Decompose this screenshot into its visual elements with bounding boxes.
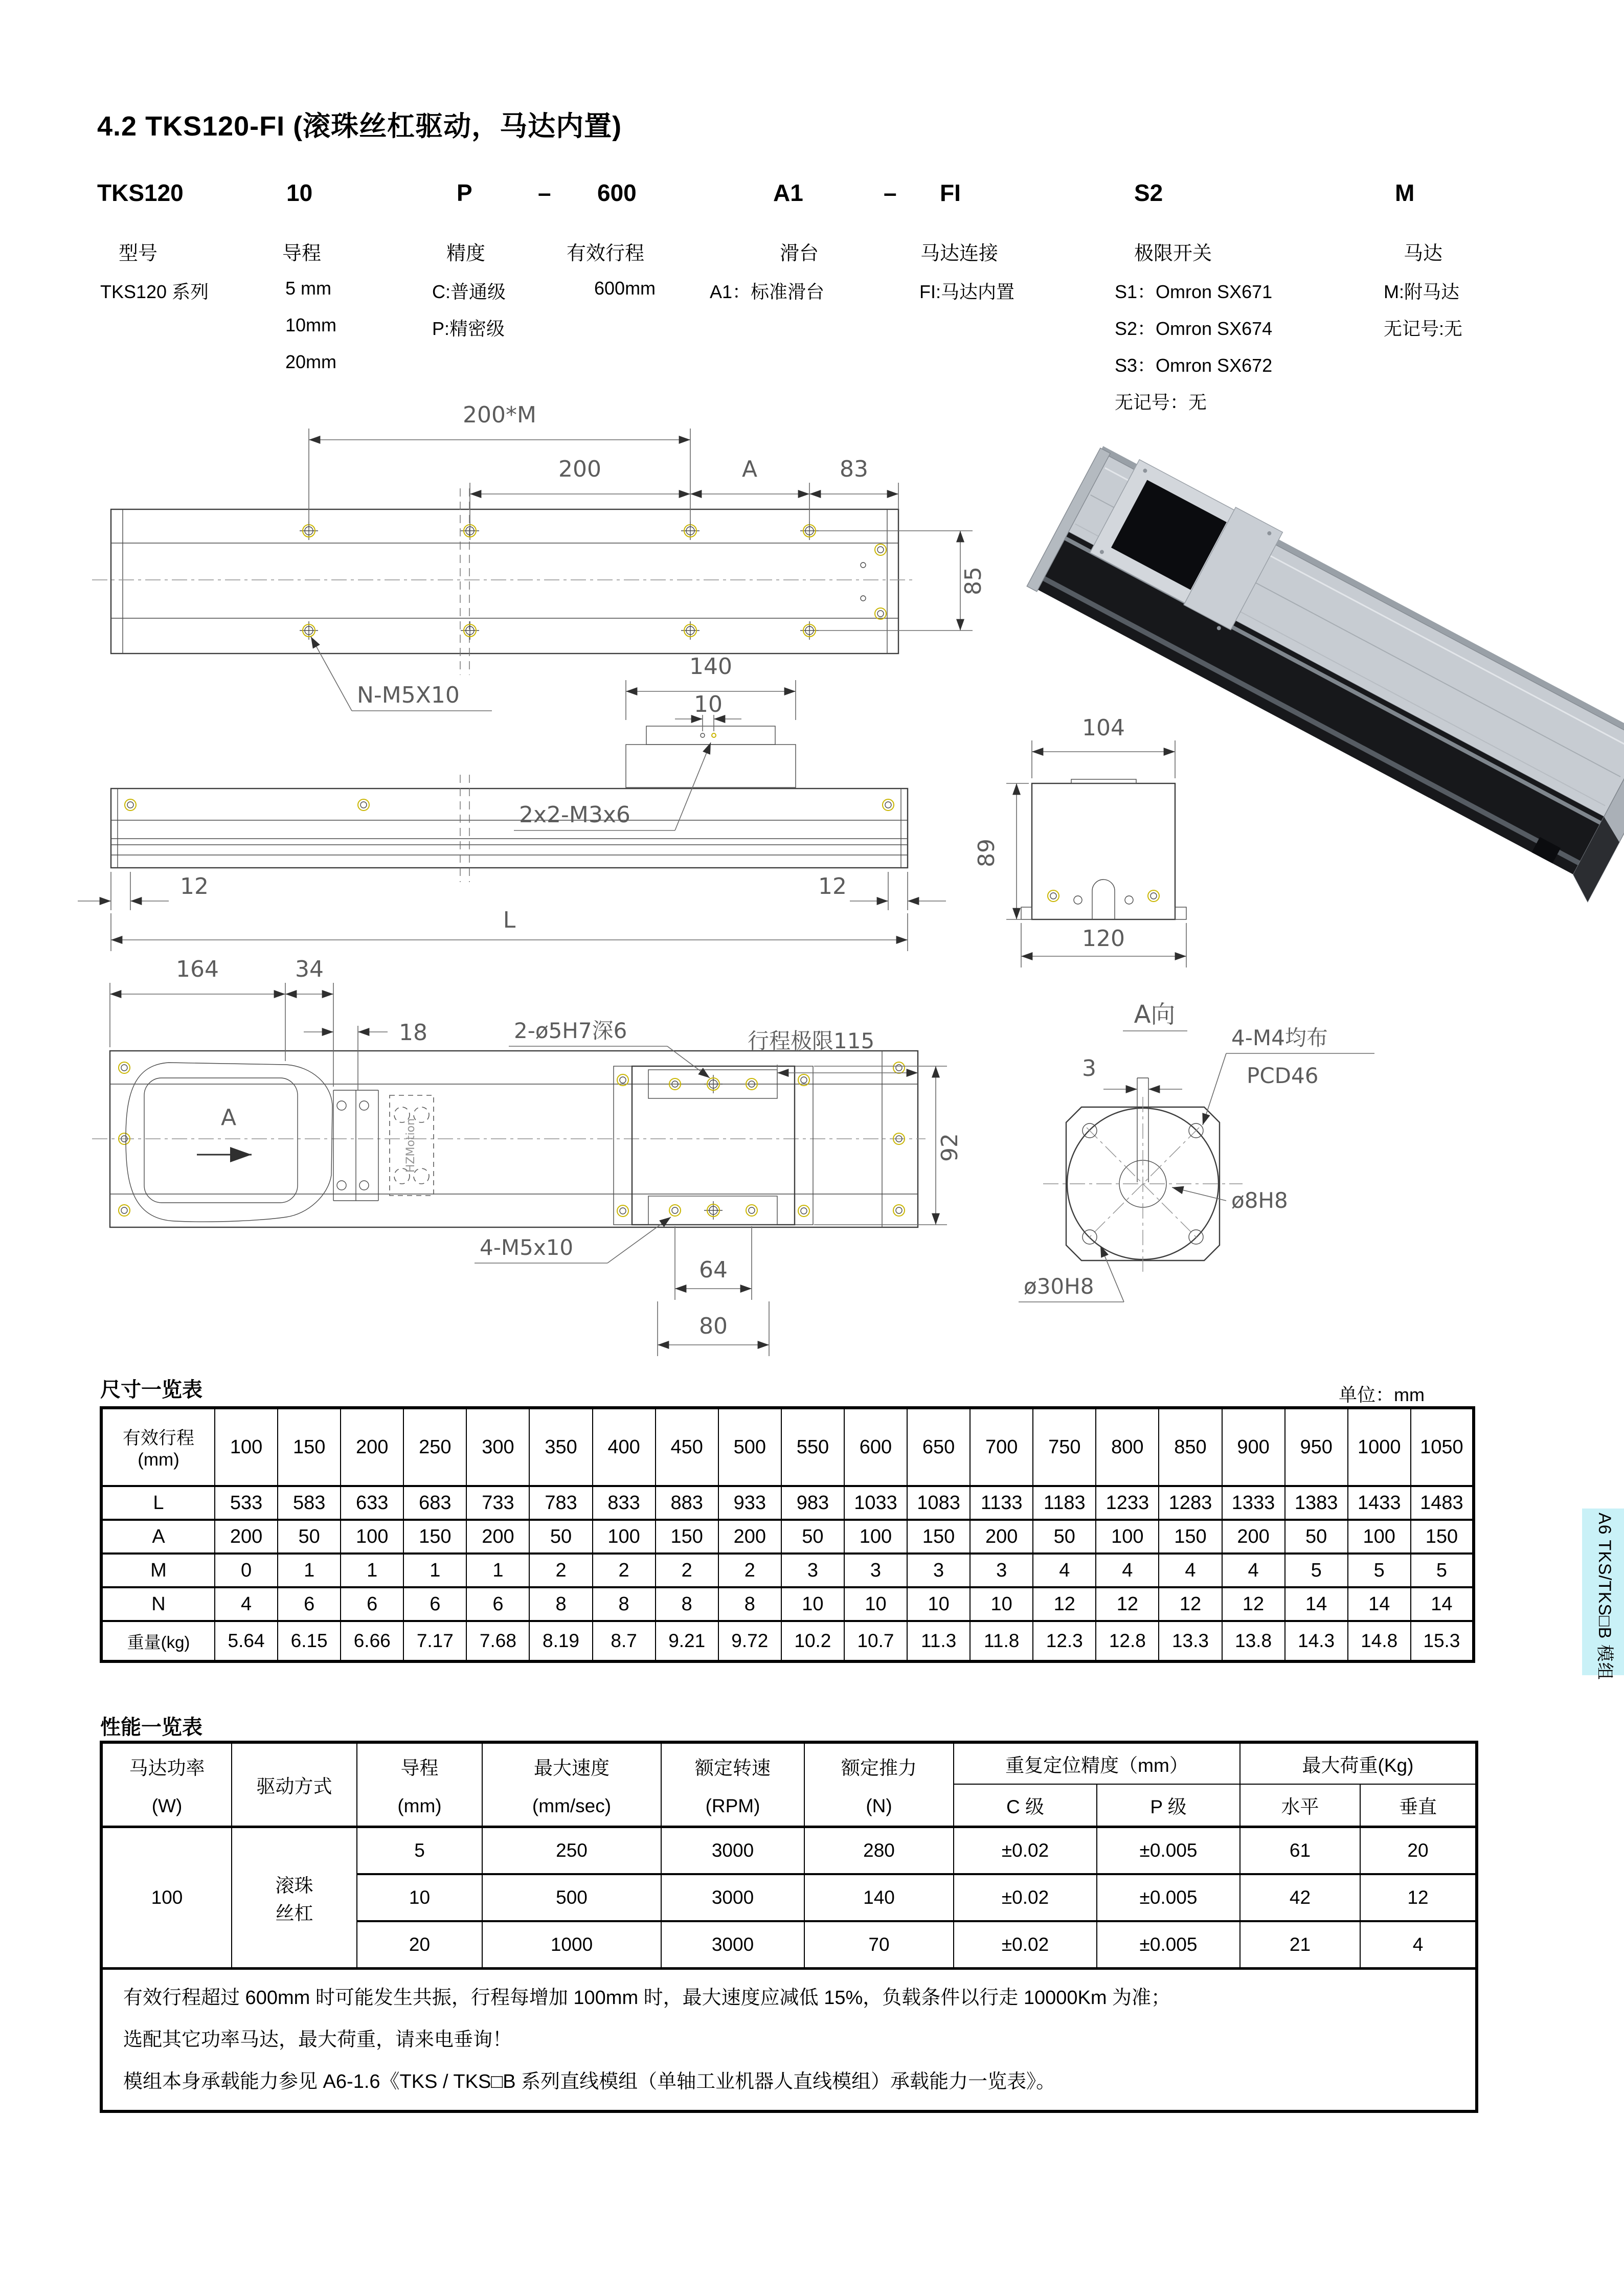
size-cell: 200 xyxy=(1222,1520,1285,1554)
stroke-header: 900 xyxy=(1222,1408,1285,1486)
size-col-header: 有效行程 (mm) xyxy=(101,1408,215,1486)
size-cell: 50 xyxy=(781,1520,844,1554)
size-table-body xyxy=(101,1486,1474,1661)
sub-lead-5: 5 mm xyxy=(285,278,331,299)
cell-v: 4 xyxy=(1360,1921,1477,1969)
cell-p: ±0.005 xyxy=(1097,1874,1240,1921)
stroke-header: 300 xyxy=(466,1408,529,1486)
stroke-header: 400 xyxy=(593,1408,656,1486)
size-cell: 5 xyxy=(1411,1554,1474,1587)
size-cell: 6 xyxy=(341,1587,403,1621)
hole-30h8-label: ø30H8 xyxy=(1024,1274,1094,1299)
size-cell: 3 xyxy=(844,1554,907,1587)
size-cell: 6 xyxy=(466,1587,529,1621)
cell-lead: 10 xyxy=(357,1874,482,1921)
size-cell: 11.8 xyxy=(970,1621,1033,1661)
size-cell: 10 xyxy=(907,1587,970,1621)
cross-section-view xyxy=(974,715,1186,967)
size-cell: 150 xyxy=(1159,1520,1222,1554)
dowel-hole-label: 2-ø5H7深6 xyxy=(514,1018,627,1043)
size-cell: 9.72 xyxy=(718,1621,781,1661)
size-cell: 1 xyxy=(341,1554,403,1587)
label-grade: 精度 xyxy=(446,243,486,264)
cell-rpm: 3000 xyxy=(661,1921,804,1969)
sub-lead-10: 10mm xyxy=(285,314,337,335)
cell-speed: 1000 xyxy=(482,1921,661,1969)
view-arrow-letter: A xyxy=(221,1105,237,1131)
sub-grade-p: P:精密级 xyxy=(432,318,505,339)
cell-thrust: 280 xyxy=(804,1827,954,1875)
cell-rpm: 3000 xyxy=(661,1827,804,1875)
model-code-series: TKS120 xyxy=(97,179,184,206)
header-repeatability: 重复定位精度（mm） xyxy=(954,1742,1240,1784)
thread-label-side: 2x2-M3x6 xyxy=(519,802,630,828)
size-cell: 100 xyxy=(844,1520,907,1554)
dim-3: 3 xyxy=(1082,1055,1096,1082)
size-table-head xyxy=(101,1408,1474,1486)
stroke-header: 950 xyxy=(1285,1408,1348,1486)
stroke-header: 850 xyxy=(1159,1408,1222,1486)
dim-18: 18 xyxy=(399,1020,427,1046)
cell-thrust: 140 xyxy=(804,1874,954,1921)
table-notes xyxy=(101,1969,1477,2112)
dim-l: L xyxy=(503,907,516,933)
dim-10: 10 xyxy=(694,691,723,717)
size-cell: 1333 xyxy=(1222,1486,1285,1520)
dim-104: 104 xyxy=(1082,715,1125,741)
header-horizontal: 水平 xyxy=(1240,1784,1360,1827)
size-cell: 2 xyxy=(529,1554,592,1587)
size-cell: 933 xyxy=(718,1486,781,1520)
size-cell: 1033 xyxy=(844,1486,907,1520)
dim-12-left: 12 xyxy=(180,873,209,899)
stroke-limit-label: 行程极限115 xyxy=(748,1028,875,1053)
size-cell: 6.15 xyxy=(278,1621,341,1661)
size-cell: 12 xyxy=(1159,1587,1222,1621)
hole-8h8-label: ø8H8 xyxy=(1231,1188,1288,1213)
size-cell: 3 xyxy=(781,1554,844,1587)
size-cell: 200 xyxy=(718,1520,781,1554)
dim-164: 164 xyxy=(176,956,219,982)
cell-speed: 500 xyxy=(482,1874,661,1921)
size-cell: 6 xyxy=(403,1587,466,1621)
size-cell: 14 xyxy=(1285,1587,1348,1621)
size-cell: 100 xyxy=(341,1520,403,1554)
size-cell: 4 xyxy=(1159,1554,1222,1587)
stroke-header: 350 xyxy=(529,1408,592,1486)
label-slide: 滑台 xyxy=(780,243,819,264)
sub-motor-m: M:附马达 xyxy=(1384,281,1459,302)
side-view xyxy=(78,654,946,951)
model-code-stroke: 600 xyxy=(597,179,637,206)
size-cell: 0 xyxy=(215,1554,278,1587)
size-cell: 12.3 xyxy=(1033,1621,1096,1661)
size-cell: 150 xyxy=(907,1520,970,1554)
model-code-motor: M xyxy=(1395,179,1415,206)
size-cell: 2 xyxy=(718,1554,781,1587)
size-cell: 733 xyxy=(466,1486,529,1520)
size-cell: 150 xyxy=(656,1520,718,1554)
stroke-header: 600 xyxy=(844,1408,907,1486)
size-cell: 5 xyxy=(1348,1554,1411,1587)
sub-series: TKS120 系列 xyxy=(100,281,209,302)
model-code-grade: P xyxy=(457,179,472,206)
size-cell: 5.64 xyxy=(215,1621,278,1661)
cell-power: 100 xyxy=(101,1827,232,1969)
cell-p: ±0.005 xyxy=(1097,1921,1240,1969)
header-vertical: 垂直 xyxy=(1360,1784,1477,1827)
stroke-header: 750 xyxy=(1033,1408,1096,1486)
size-cell: 11.3 xyxy=(907,1621,970,1661)
module-3d-render xyxy=(1020,438,1624,902)
header-drive-type: 驱动方式 xyxy=(232,1742,357,1827)
dim-120: 120 xyxy=(1082,926,1125,952)
size-cell: 8.7 xyxy=(593,1621,656,1661)
sub-conn: FI:马达内置 xyxy=(919,281,1014,302)
dim-85: 85 xyxy=(960,567,986,595)
size-cell: 8 xyxy=(529,1587,592,1621)
size-table xyxy=(100,1406,1475,1663)
sub-switch-s3: S3：Omron SX672 xyxy=(1115,355,1273,376)
sub-switch-s2: S2：Omron SX674 xyxy=(1115,318,1273,339)
note-line: 有效行程超过 600mm 时可能发生共振，行程每增加 100mm 时，最大速度应减低 15%，负载条件以行走 10000Km 为准； xyxy=(123,1987,1171,2009)
row-label: 重量(kg) xyxy=(101,1621,215,1661)
row-label: M xyxy=(101,1554,215,1587)
top-view xyxy=(92,956,963,1356)
size-cell: 2 xyxy=(656,1554,718,1587)
size-cell: 1133 xyxy=(970,1486,1033,1520)
size-cell: 14 xyxy=(1348,1587,1411,1621)
cell-v: 12 xyxy=(1360,1874,1477,1921)
performance-table xyxy=(100,1741,1478,2113)
technical-drawings xyxy=(0,389,1624,1406)
header-p-grade: P 级 xyxy=(1097,1784,1240,1827)
size-cell: 10.2 xyxy=(781,1621,844,1661)
size-cell: 13.8 xyxy=(1222,1621,1285,1661)
cell-c: ±0.02 xyxy=(954,1827,1097,1875)
size-cell: 8.19 xyxy=(529,1621,592,1661)
label-stroke: 有效行程 xyxy=(567,243,645,264)
size-cell: 100 xyxy=(593,1520,656,1554)
size-cell: 150 xyxy=(403,1520,466,1554)
stroke-header: 250 xyxy=(403,1408,466,1486)
cell-rpm: 3000 xyxy=(661,1874,804,1921)
cell-v: 20 xyxy=(1360,1827,1477,1875)
cell-lead: 5 xyxy=(357,1827,482,1875)
size-cell: 1 xyxy=(403,1554,466,1587)
a-view-title: A向 xyxy=(1134,1000,1176,1029)
chapter-side-tab xyxy=(1582,1509,1624,1680)
size-cell: 983 xyxy=(781,1486,844,1520)
watermark-text: HZMotion xyxy=(404,1118,417,1173)
cell-p: ±0.005 xyxy=(1097,1827,1240,1875)
model-code-lead: 10 xyxy=(286,179,313,206)
size-cell: 200 xyxy=(215,1520,278,1554)
size-cell: 200 xyxy=(970,1520,1033,1554)
thread-label-plan: N-M5X10 xyxy=(357,682,460,708)
stroke-header: 150 xyxy=(278,1408,341,1486)
sub-switch-s1: S1：Omron SX671 xyxy=(1115,281,1273,302)
stroke-header: 650 xyxy=(907,1408,970,1486)
size-cell: 100 xyxy=(1348,1520,1411,1554)
header-lead: 导程 (mm) xyxy=(357,1742,482,1827)
size-cell: 1083 xyxy=(907,1486,970,1520)
row-label: N xyxy=(101,1587,215,1621)
dim-200m: 200*M xyxy=(463,402,536,428)
chapter-side-tab-label: A6 TKS/TKS□B 模组 xyxy=(1595,1513,1614,1680)
label-motor: 马达 xyxy=(1404,243,1443,264)
size-cell: 8 xyxy=(593,1587,656,1621)
size-cell: 883 xyxy=(656,1486,718,1520)
size-cell: 14.8 xyxy=(1348,1621,1411,1661)
size-cell: 7.17 xyxy=(403,1621,466,1661)
size-cell: 1 xyxy=(278,1554,341,1587)
size-cell: 683 xyxy=(403,1486,466,1520)
stroke-header: 550 xyxy=(781,1408,844,1486)
stroke-header: 1000 xyxy=(1348,1408,1411,1486)
size-cell: 150 xyxy=(1411,1520,1474,1554)
stroke-header: 450 xyxy=(656,1408,718,1486)
size-cell: 10 xyxy=(970,1587,1033,1621)
size-cell: 14 xyxy=(1411,1587,1474,1621)
pcd-label: PCD46 xyxy=(1247,1063,1319,1088)
stroke-header: 800 xyxy=(1096,1408,1159,1486)
model-code-dash1: – xyxy=(538,179,551,206)
size-cell: 12 xyxy=(1096,1587,1159,1621)
size-cell: 4 xyxy=(215,1587,278,1621)
sub-motor-none: 无记号:无 xyxy=(1384,318,1463,339)
cell-h: 42 xyxy=(1240,1874,1360,1921)
dim-89: 89 xyxy=(974,839,1000,867)
size-cell: 8 xyxy=(656,1587,718,1621)
model-code-switch: S2 xyxy=(1134,179,1163,206)
size-cell: 1283 xyxy=(1159,1486,1222,1520)
size-cell: 6.66 xyxy=(341,1621,403,1661)
size-cell: 4 xyxy=(1096,1554,1159,1587)
dim-200: 200 xyxy=(558,456,601,482)
size-cell: 100 xyxy=(1096,1520,1159,1554)
size-cell: 10 xyxy=(781,1587,844,1621)
size-cell: 633 xyxy=(341,1486,403,1520)
header-max-speed: 最大速度 (mm/sec) xyxy=(482,1742,661,1827)
note-line: 选配其它功率马达，最大荷重，请来电垂询！ xyxy=(123,2029,512,2051)
a-view-detail xyxy=(1019,1000,1374,1302)
size-cell: 783 xyxy=(529,1486,592,1520)
note-line: 模组本身承载能力参见 A6-1.6《TKS / TKS□B 系列直线模组（单轴工业机器人直线模组）承载能力一览表》。 xyxy=(123,2071,1056,2092)
size-cell: 8 xyxy=(718,1587,781,1621)
sub-switch-none: 无记号：无 xyxy=(1115,392,1207,413)
bolt-circle-label: 4-M4均布 xyxy=(1231,1025,1328,1050)
dim-80: 80 xyxy=(699,1313,728,1339)
dim-64: 64 xyxy=(699,1257,728,1283)
stroke-header: 500 xyxy=(718,1408,781,1486)
size-cell: 50 xyxy=(1033,1520,1096,1554)
dim-140: 140 xyxy=(689,654,732,680)
dim-34: 34 xyxy=(295,956,324,982)
size-cell: 12 xyxy=(1033,1587,1096,1621)
size-table-title: 尺寸一览表 xyxy=(100,1379,202,1401)
size-cell: 50 xyxy=(529,1520,592,1554)
size-cell: 4 xyxy=(1222,1554,1285,1587)
header-c-grade: C 级 xyxy=(954,1784,1097,1827)
row-label: L xyxy=(101,1486,215,1520)
size-cell: 1233 xyxy=(1096,1486,1159,1520)
size-cell: 583 xyxy=(278,1486,341,1520)
size-cell: 3 xyxy=(970,1554,1033,1587)
size-cell: 10 xyxy=(844,1587,907,1621)
model-code-dash2: – xyxy=(884,179,897,206)
size-cell: 15.3 xyxy=(1411,1621,1474,1661)
size-cell: 7.68 xyxy=(466,1621,529,1661)
size-cell: 12 xyxy=(1222,1587,1285,1621)
header-max-load: 最大荷重(Kg) xyxy=(1240,1742,1477,1784)
size-cell: 200 xyxy=(466,1520,529,1554)
stroke-header: 100 xyxy=(215,1408,278,1486)
stroke-header: 1050 xyxy=(1411,1408,1474,1486)
dim-a: A xyxy=(741,456,758,482)
size-cell: 2 xyxy=(593,1554,656,1587)
cell-speed: 250 xyxy=(482,1827,661,1875)
thread-label-top: 4-M5x10 xyxy=(480,1235,574,1260)
row-label: A xyxy=(101,1520,215,1554)
perf-table-title: 性能一览表 xyxy=(100,1716,202,1739)
model-code-slide: A1 xyxy=(773,179,803,206)
cell-thrust: 70 xyxy=(804,1921,954,1969)
cell-c: ±0.02 xyxy=(954,1874,1097,1921)
page-title: 4.2 TKS120-FI (滚珠丝杠驱动，马达内置) xyxy=(97,111,622,142)
size-cell: 4 xyxy=(1033,1554,1096,1587)
stroke-header: 200 xyxy=(341,1408,403,1486)
unit-label: 单位：mm xyxy=(1339,1384,1425,1405)
size-cell: 1 xyxy=(466,1554,529,1587)
header-rated-rpm: 额定转速 (RPM) xyxy=(661,1742,804,1827)
size-cell: 1383 xyxy=(1285,1486,1348,1520)
size-cell: 12.8 xyxy=(1096,1621,1159,1661)
label-motor-conn: 马达连接 xyxy=(920,243,999,264)
label-lead: 导程 xyxy=(282,243,322,264)
sub-slide: A1：标准滑台 xyxy=(710,281,825,302)
dim-92: 92 xyxy=(937,1133,963,1162)
dim-83: 83 xyxy=(840,456,868,482)
size-cell: 14.3 xyxy=(1285,1621,1348,1661)
size-cell: 1183 xyxy=(1033,1486,1096,1520)
size-cell: 50 xyxy=(278,1520,341,1554)
label-model: 型号 xyxy=(119,243,158,264)
plan-view xyxy=(92,402,986,711)
size-cell: 10.7 xyxy=(844,1621,907,1661)
size-cell: 1483 xyxy=(1411,1486,1474,1520)
cell-h: 21 xyxy=(1240,1921,1360,1969)
cell-h: 61 xyxy=(1240,1827,1360,1875)
size-cell: 5 xyxy=(1285,1554,1348,1587)
sub-grade-c: C:普通级 xyxy=(432,281,506,302)
cell-c: ±0.02 xyxy=(954,1921,1097,1969)
size-cell: 50 xyxy=(1285,1520,1348,1554)
cell-lead: 20 xyxy=(357,1921,482,1969)
size-cell: 533 xyxy=(215,1486,278,1520)
sub-lead-20: 20mm xyxy=(285,351,337,372)
label-switch: 极限开关 xyxy=(1134,243,1212,264)
sub-stroke: 600mm xyxy=(594,278,656,299)
header-rated-thrust: 额定推力 (N) xyxy=(804,1742,954,1827)
header-motor-power: 马达功率 (W) xyxy=(101,1742,232,1827)
model-code-conn: FI xyxy=(940,179,961,206)
dim-12-right: 12 xyxy=(818,873,847,899)
cell-drive: 滚珠 丝杠 xyxy=(232,1827,357,1969)
size-cell: 9.21 xyxy=(656,1621,718,1661)
size-cell: 13.3 xyxy=(1159,1621,1222,1661)
size-cell: 3 xyxy=(907,1554,970,1587)
size-cell: 833 xyxy=(593,1486,656,1520)
size-cell: 6 xyxy=(278,1587,341,1621)
size-cell: 1433 xyxy=(1348,1486,1411,1520)
stroke-header: 700 xyxy=(970,1408,1033,1486)
